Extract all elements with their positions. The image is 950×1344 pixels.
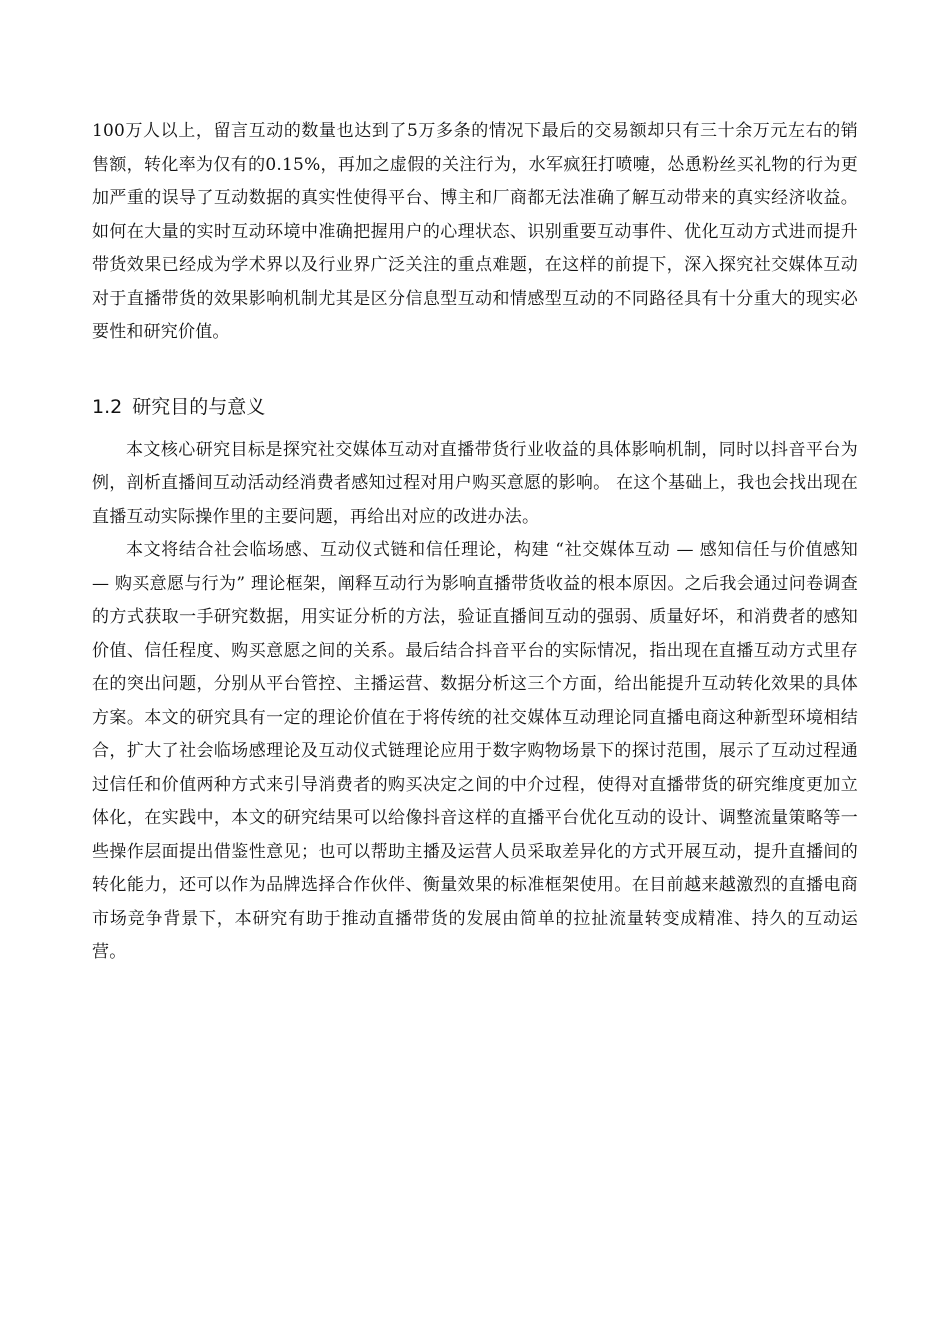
- section-title: 研究目的与意义: [132, 395, 266, 418]
- document-page: [92, 115, 858, 970]
- paragraph-continued: 100万人以上，留言互动的数量也达到了5万多条的情况下最后的交易额却只有三十余万元左右的销售额，转化率为仅有的0.15%，再加之虚假的关注行为，水军疯狂打喷嚏，怂恿粉丝买礼物的行为更加严重的误导了互动数据的真实性使得平台、博主和厂商都无法准确了解互动带来的真实经济收益。如何在大量的实时互动环境中准确把握用户的心理状态、识别重要互动事件、优化互动方式进而提升带货效果已经成为学术界以及行业界广泛关注的重点难题，在这样的前提下，深入探究社交媒体互动对于直播带货的效果影响机制尤其是区分信息型互动和情感型互动的不同路径具有十分重大的现实必要性和研究价值。: [92, 121, 858, 342]
- section-number: 1.2: [92, 395, 123, 418]
- paragraph-research-goal: 本文核心研究目标是探究社交媒体互动对直播带货行业收益的具体影响机制，同时以抖音平台为例，剖析直播间互动活动经消费者感知过程对用户购买意愿的影响。 在这个基础上，我也会找出现在直播互动实际操作里的主要问题，再给出对应的改进办法。: [92, 439, 858, 527]
- section-heading: [92, 392, 858, 422]
- paragraph-research-significance: 本文将结合社会临场感、互动仪式链和信任理论，构建 “社交媒体互动 — 感知信任与价值感知 — 购买意愿与行为” 理论框架，阐释互动行为影响直播带货收益的根本原因。之后我会通过问卷调查的方式获取一手研究数据，用实证分析的方法，验证直播间互动的强弱、质量好坏，和消费者的感知价值、信任程度、购买意愿之间的关系。最后结合抖音平台的实际情况，指出现在直播互动方式里存在的突出问题，分别从平台管控、主播运营、数据分析这三个方面，给出能提升互动转化效果的具体方案。本文的研究具有一定的理论价值在于将传统的社交媒体互动理论同直播电商这种新型环境相结合，扩大了社会临场感理论及互动仪式链理论应用于数字购物场景下的探讨范围，展示了互动过程通过信任和价值两种方式来引导消费者的购买决定之间的中介过程，使得对直播带货的研究维度更加立体化，在实践中，本文的研究结果可以给像抖音这样的直播平台优化互动的设计、调整流量策略等一些操作层面提出借鉴性意见；也可以帮助主播及运营人员采取差异化的方式开展互动，提升直播间的转化能力，还可以作为品牌选择合作伙伴、衡量效果的标准框架使用。在目前越来越激烈的直播电商市场竞争背景下，本研究有助于推动直播带货的发展由简单的拉扯流量转变成精准、持久的互动运营。: [92, 540, 858, 962]
